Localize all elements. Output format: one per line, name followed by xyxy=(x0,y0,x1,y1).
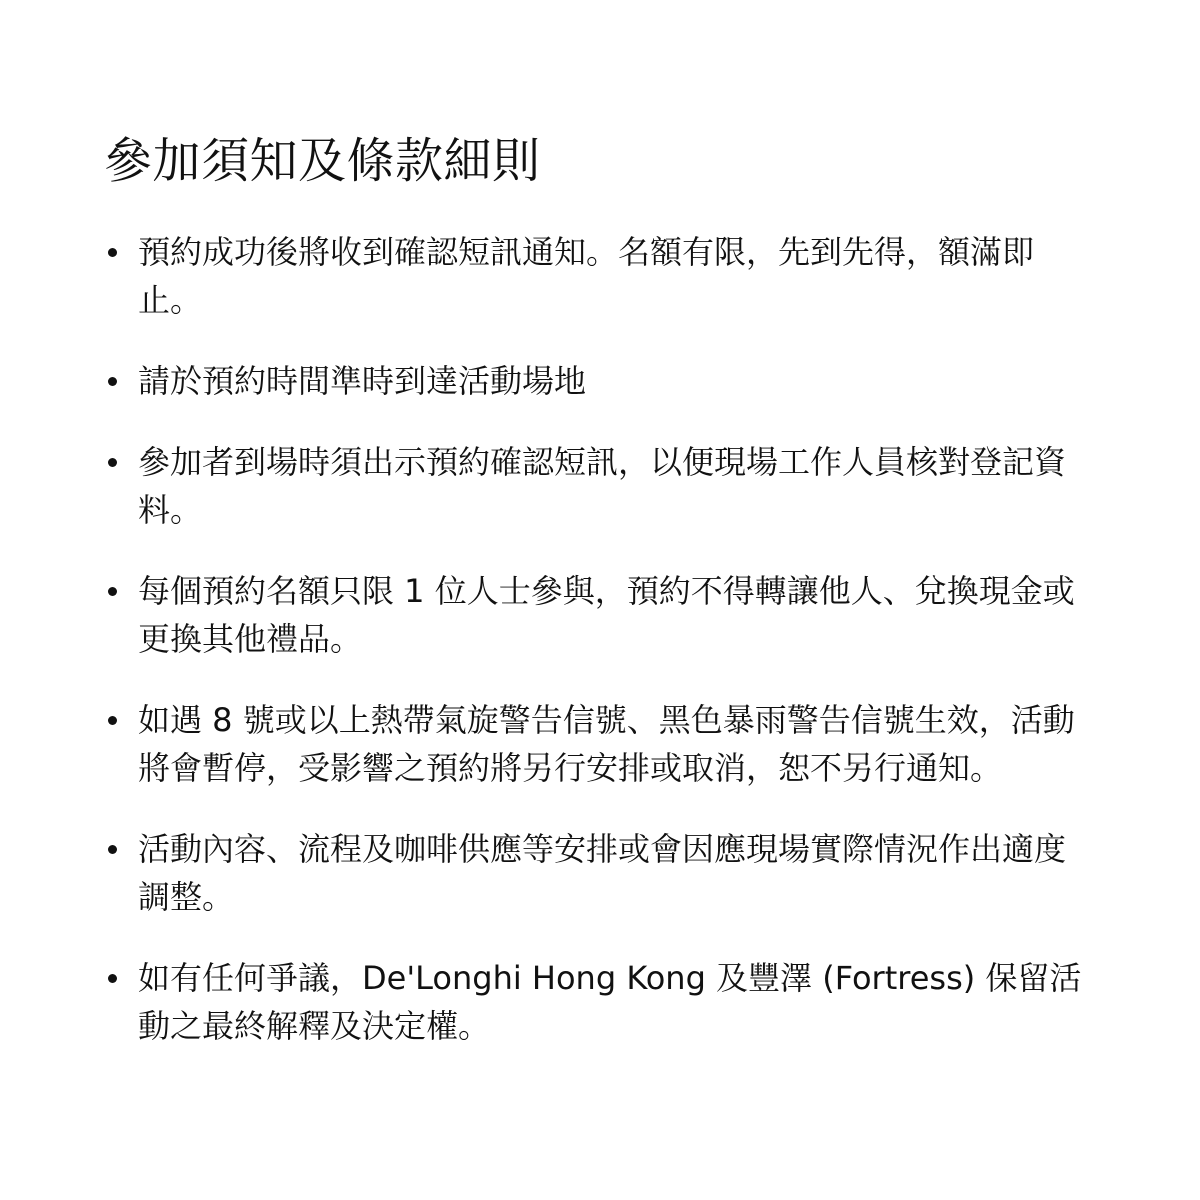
bullet-icon xyxy=(108,248,117,257)
list-item xyxy=(104,696,1092,792)
bullet-icon xyxy=(108,974,117,983)
list-item xyxy=(104,438,1092,534)
list-item xyxy=(104,825,1092,921)
bullet-icon xyxy=(108,587,117,596)
term-text: 如遇 8 號或以上熱帶氣旋警告信號、黑色暴雨警告信號生效，活動將會暫停，受影響之預約將另行安排或取消，恕不另行通知。 xyxy=(138,701,1075,787)
list-item xyxy=(104,954,1092,1050)
bullet-icon xyxy=(108,845,117,854)
term-text: 活動內容、流程及咖啡供應等安排或會因應現場實際情況作出適度調整。 xyxy=(138,830,1067,916)
terms-list xyxy=(104,228,1092,1050)
bullet-icon xyxy=(108,716,117,725)
bullet-icon xyxy=(108,377,117,386)
term-text: 參加者到場時須出示預約確認短訊，以便現場工作人員核對登記資料。 xyxy=(138,443,1067,529)
page-title: 參加須知及條款細則 xyxy=(104,133,541,189)
list-item xyxy=(104,357,1092,405)
term-text: 每個預約名額只限 1 位人士參與，預約不得轉讓他人、兌換現金或更換其他禮品。 xyxy=(138,572,1075,658)
list-item xyxy=(104,567,1092,663)
list-item xyxy=(104,228,1092,324)
bullet-icon xyxy=(108,458,117,467)
term-text: 請於預約時間準時到達活動場地 xyxy=(138,362,587,400)
term-text: 如有任何爭議，De'Longhi Hong Kong 及豐澤 (Fortress) 保留活動之最終解釋及決定權。 xyxy=(138,959,1082,1045)
term-text: 預約成功後將收到確認短訊通知。名額有限，先到先得，額滿即止。 xyxy=(138,233,1035,319)
